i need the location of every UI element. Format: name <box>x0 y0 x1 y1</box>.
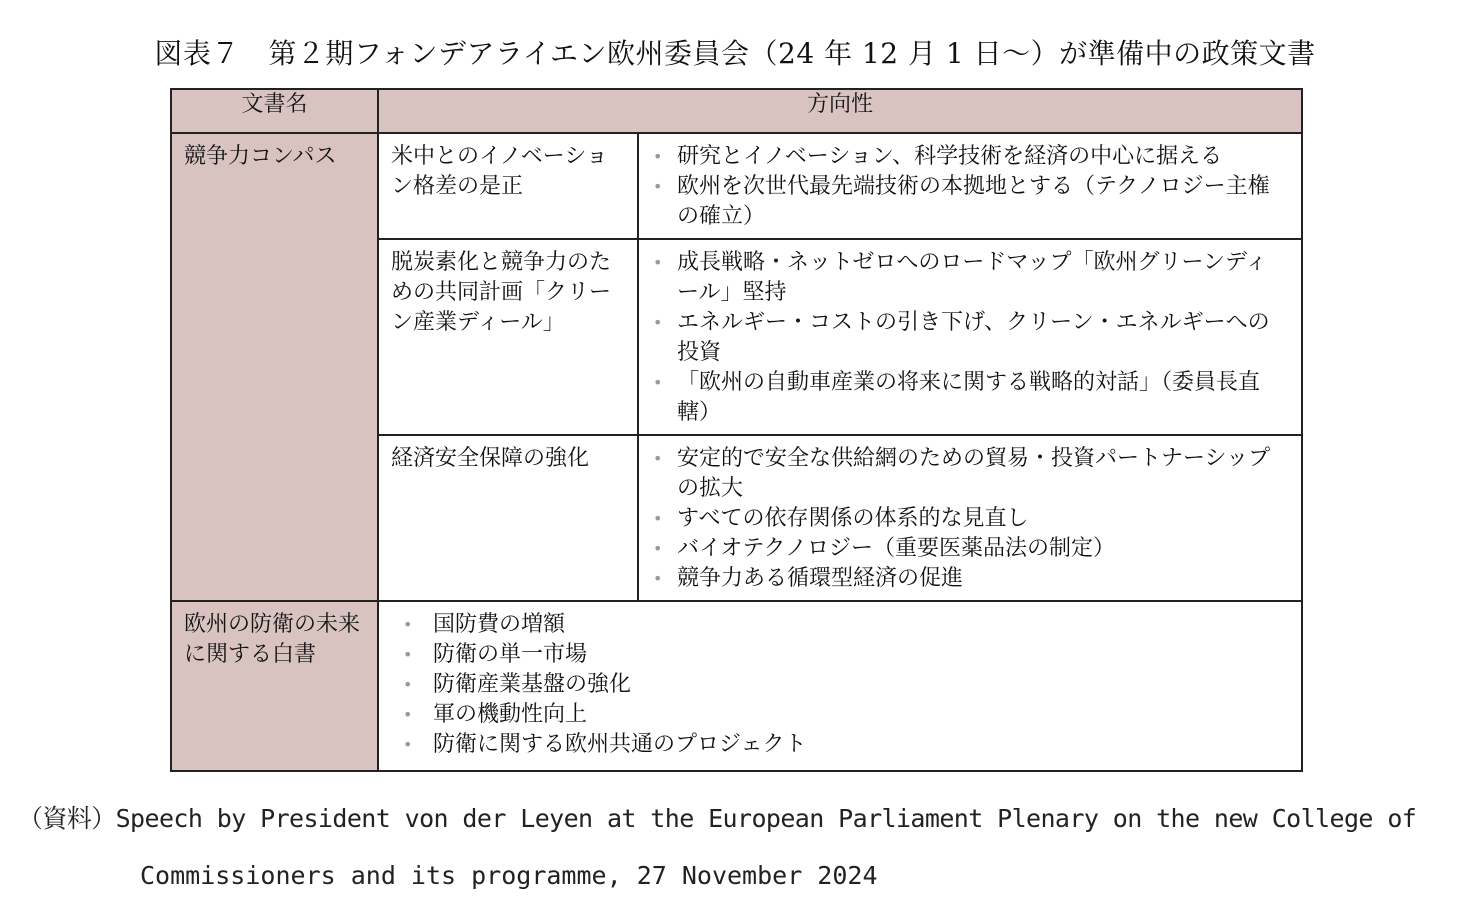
list-item: • 防衛産業基盤の強化 <box>391 670 1287 700</box>
area-clean-industrial-deal: 脱炭素化と競争力のための共同計画「クリーン産業ディール」 <box>378 239 638 435</box>
figure-title: 図表７ 第２期フォンデアライエン欧州委員会（24 年 12 月 1 日～）が準備中の政策文書 <box>154 37 1316 70</box>
list-item: • 軍の機動性向上 <box>391 700 1287 730</box>
direction-list <box>651 142 1287 232</box>
header-doc-name: 文書名 <box>171 89 378 133</box>
table-row <box>171 601 1302 771</box>
list-item: • 防衛に関する欧州共通のプロジェクト <box>391 730 1287 760</box>
direction-cell <box>638 133 1302 239</box>
direction-list <box>651 444 1287 594</box>
source-note <box>18 790 1468 904</box>
list-item: • すべての依存関係の体系的な見直し <box>651 504 1287 534</box>
direction-cell-wide <box>378 601 1302 771</box>
source-line-2: Commissioners and its programme, 27 November 2024 <box>140 861 878 890</box>
list-item: • 成長戦略・ネットゼロへのロードマップ「欧州グリーンディール」堅持 <box>651 248 1287 308</box>
table-header-row <box>171 89 1302 133</box>
policy-table <box>170 88 1303 772</box>
direction-list <box>391 610 1287 760</box>
list-item: • 研究とイノベーション、科学技術を経済の中心に据える <box>651 142 1287 172</box>
list-item: • バイオテクノロジー（重要医薬品法の制定） <box>651 534 1287 564</box>
list-item: • 欧州を次世代最先端技術の本拠地とする（テクノロジー主権の確立） <box>651 172 1287 232</box>
direction-cell <box>638 435 1302 601</box>
list-item: • 防衛の単一市場 <box>391 640 1287 670</box>
direction-list <box>651 248 1287 428</box>
list-item: • 国防費の増額 <box>391 610 1287 640</box>
list-item: • 競争力ある循環型経済の促進 <box>651 564 1287 594</box>
list-item: • エネルギー・コストの引き下げ、クリーン・エネルギーへの投資 <box>651 308 1287 368</box>
list-item: • 「欧州の自動車産業の将来に関する戦略的対話」（委員長直轄） <box>651 368 1287 428</box>
table-row <box>171 133 1302 239</box>
doc-competitiveness-compass: 競争力コンパス <box>171 133 378 601</box>
area-economic-security: 経済安全保障の強化 <box>378 435 638 601</box>
doc-defence-white-paper: 欧州の防衛の未来に関する白書 <box>171 601 378 771</box>
area-innovation-gap: 米中とのイノベーション格差の是正 <box>378 133 638 239</box>
list-item: • 安定的で安全な供給網のための貿易・投資パートナーシップの拡大 <box>651 444 1287 504</box>
source-line-1: （資料）Speech by President von der Leyen at the European Parliament Plenary on the new College of <box>18 804 1417 833</box>
direction-cell <box>638 239 1302 435</box>
header-direction: 方向性 <box>378 89 1302 133</box>
